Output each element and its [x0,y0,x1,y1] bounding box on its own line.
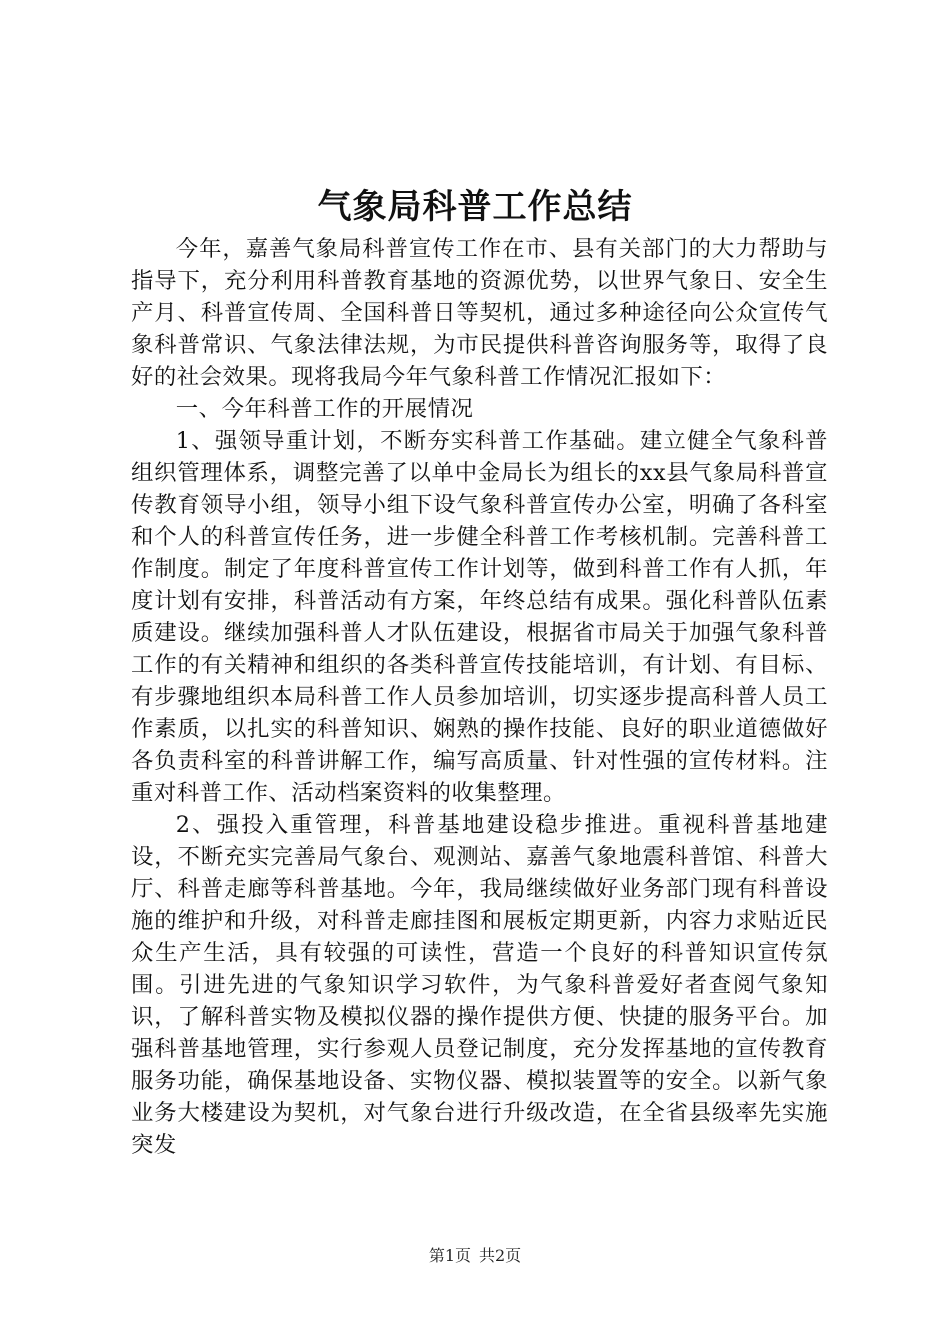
page-total: 共2页 [479,1246,522,1265]
page-number: 第1页 [428,1246,471,1265]
section-heading: 一、今年科普工作的开展情况 [175,396,474,422]
intro-paragraph: 今年，嘉善气象局科普宣传工作在市、县有关部门的大力帮助与指导下，充分利用科普教育基地的资源优势，以世界气象日、安全生产月、科普宣传周、全国科普日等契机，通过多种途径向公众宣传气象科普常识、气象法律法规，为市民提供科普咨询服务等，取得了良好的社会效果。现将我局今年气象科普工作情况汇报如下： [131,236,828,390]
page-footer [0,1245,950,1267]
document-title: 气象局科普工作总结 [317,187,633,227]
document-body [131,233,828,1161]
body-paragraph: 2、强投入重管理，科普基地建设稳步推进。重视科普基地建设，不断充实完善局气象台、观测站、嘉善气象地震科普馆、科普大厅、科普走廊等科普基地。今年，我局继续做好业务部门现有科普设施的维护和升级，对科普走廊挂图和展板定期更新，内容力求贴近民众生产生活，具有较强的可读性，营造一个良好的科普知识宣传氛围。引进先进的气象知识学习软件，为气象科普爱好者查阅气象知识，了解科普实物及模拟仪器的操作提供方便、快捷的服务平台。加强科普基地管理，实行参观人员登记制度，充分发挥基地的宣传教育服务功能，确保基地设备、实物仪器、模拟装置等的安全。以新气象业务大楼建设为契机，对气象台进行升级改造，在全省县级率先实施突发 [131,812,828,1158]
body-paragraph: 1、强领导重计划，不断夯实科普工作基础。建立健全气象科普组织管理体系，调整完善了以单中金局长为组长的xx县气象局科普宣传教育领导小组，领导小组下设气象科普宣传办公室，明确了各科室和个人的科普宣传任务，进一步健全科普工作考核机制。完善科普工作制度。制定了年度科普宣传工作计划等，做到科普工作有人抓，年度计划有安排，科普活动有方案，年终总结有成果。强化科普队伍素质建设。继续加强科普人才队伍建设，根据省市局关于加强气象科普工作的有关精神和组织的各类科普宣传技能培训，有计划、有目标、有步骤地组织本局科普工作人员参加培训，切实逐步提高科普人员工作素质，以扎实的科普知识、娴熟的操作技能、良好的职业道德做好各负责科室的科普讲解工作，编写高质量、针对性强的宣传材料。注重对科普工作、活动档案资料的收集整理。 [131,428,828,806]
